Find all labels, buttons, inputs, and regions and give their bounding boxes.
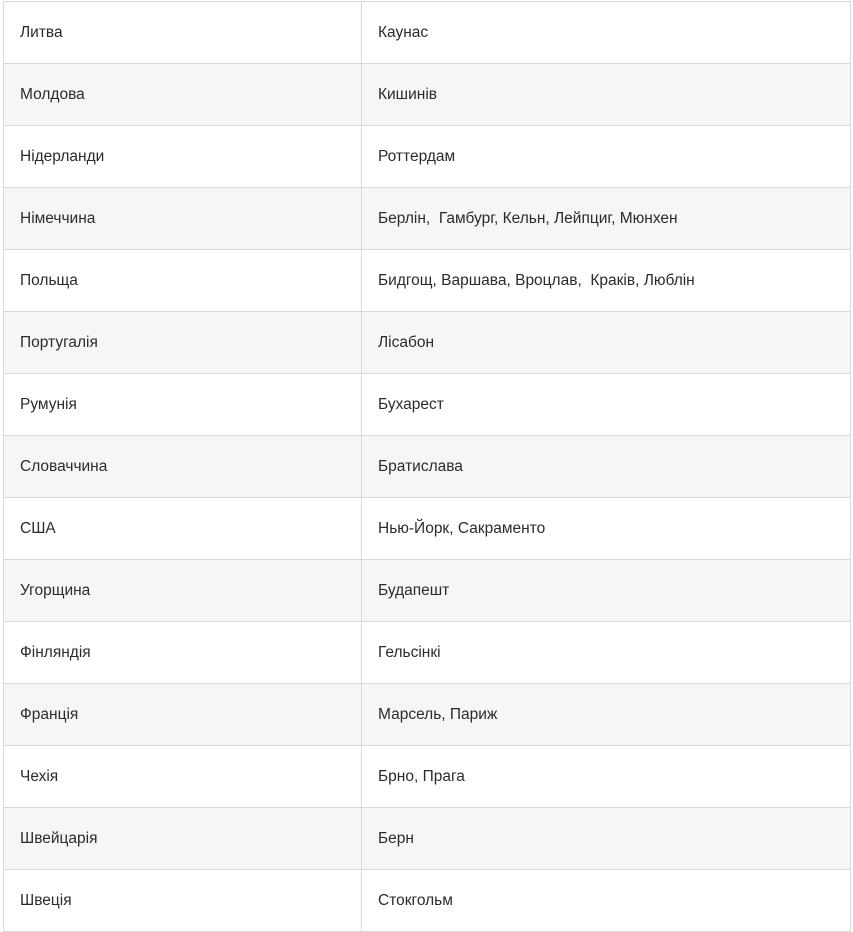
- cities-cell: Бухарест: [362, 374, 851, 436]
- cities-cell: Нью-Йорк, Сакраменто: [362, 498, 851, 560]
- country-cell: Угорщина: [4, 560, 362, 622]
- country-cell: Швейцарія: [4, 808, 362, 870]
- table-row: [4, 436, 851, 498]
- country-cell: США: [4, 498, 362, 560]
- country-cities-table-container: [3, 1, 850, 932]
- country-cell: Нідерланди: [4, 126, 362, 188]
- country-cities-table: [3, 1, 851, 932]
- table-row: [4, 560, 851, 622]
- country-cell: Португалія: [4, 312, 362, 374]
- table-row: [4, 808, 851, 870]
- cities-cell: Каунас: [362, 2, 851, 64]
- table-row: [4, 684, 851, 746]
- table-row: [4, 64, 851, 126]
- table-row: [4, 374, 851, 436]
- country-cell: Словаччина: [4, 436, 362, 498]
- cities-cell: Лісабон: [362, 312, 851, 374]
- table-row: [4, 126, 851, 188]
- cities-cell: Берн: [362, 808, 851, 870]
- table-row: [4, 498, 851, 560]
- table-row: [4, 2, 851, 64]
- country-cell: Молдова: [4, 64, 362, 126]
- country-cell: Фінляндія: [4, 622, 362, 684]
- country-cell: Франція: [4, 684, 362, 746]
- table-row: [4, 870, 851, 932]
- country-cell: Чехія: [4, 746, 362, 808]
- country-cell: Литва: [4, 2, 362, 64]
- cities-cell: Будапешт: [362, 560, 851, 622]
- country-cell: Польща: [4, 250, 362, 312]
- country-cell: Швеція: [4, 870, 362, 932]
- table-row: [4, 250, 851, 312]
- cities-cell: Роттердам: [362, 126, 851, 188]
- table-row: [4, 746, 851, 808]
- cities-cell: Братислава: [362, 436, 851, 498]
- country-cell: Румунія: [4, 374, 362, 436]
- cities-cell: Брно, Прага: [362, 746, 851, 808]
- cities-cell: Гельсінкі: [362, 622, 851, 684]
- cities-cell: Марсель, Париж: [362, 684, 851, 746]
- cities-cell: Кишинів: [362, 64, 851, 126]
- country-cell: Німеччина: [4, 188, 362, 250]
- table-row: [4, 622, 851, 684]
- cities-cell: Берлін, Гамбург, Кельн, Лейпциг, Мюнхен: [362, 188, 851, 250]
- table-row: [4, 188, 851, 250]
- cities-cell: Стокгольм: [362, 870, 851, 932]
- cities-cell: Бидгощ, Варшава, Вроцлав, Краків, Люблін: [362, 250, 851, 312]
- table-row: [4, 312, 851, 374]
